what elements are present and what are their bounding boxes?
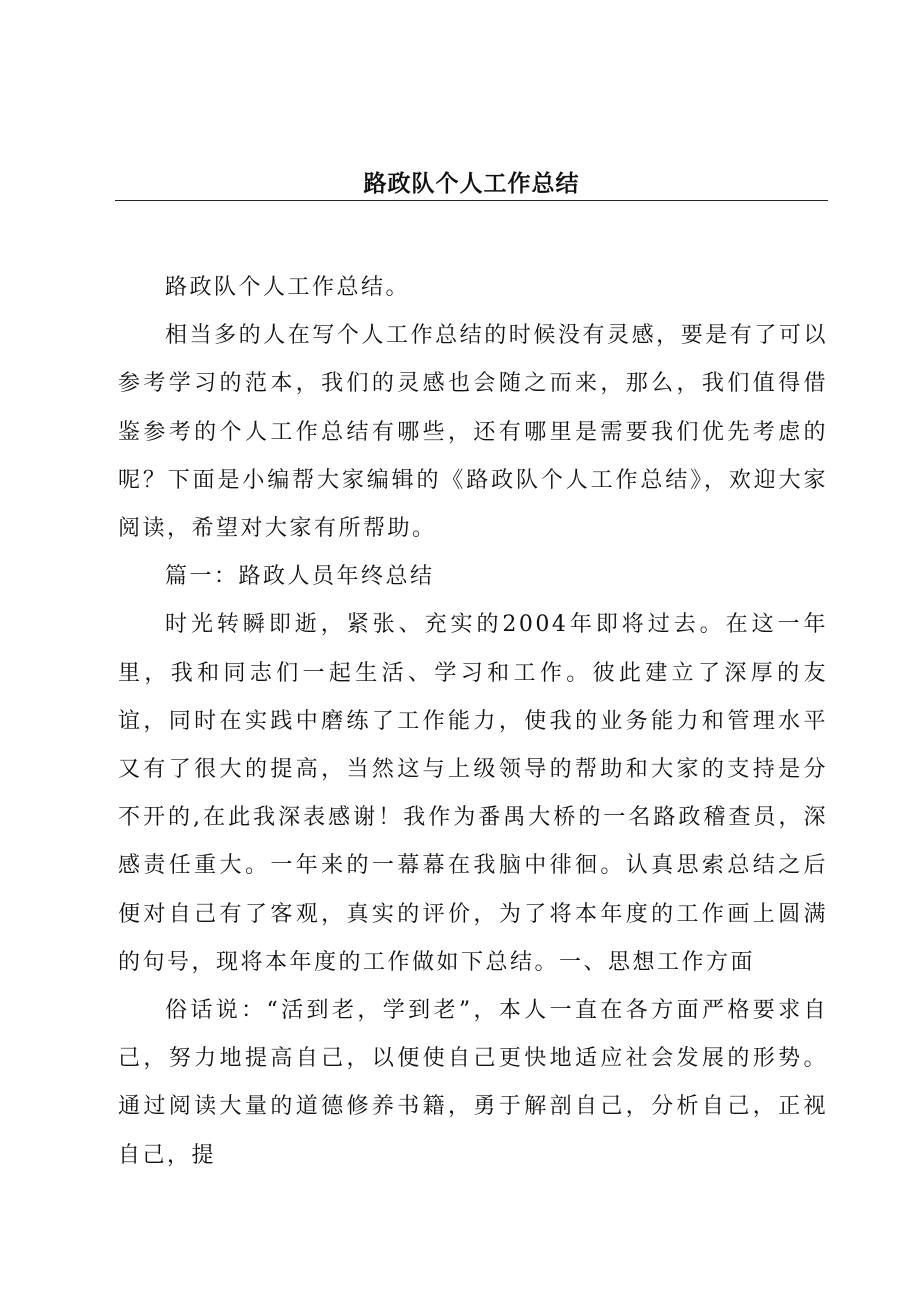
title-underline	[115, 200, 828, 201]
paragraph-summary: 时光转瞬即逝，紧张、充实的2004年即将过去。在这一年里，我和同志们一起生活、学习和工作。彼此建立了深厚的友谊，同时在实践中磨练了工作能力，使我的业务能力和管理水平又有了很大的提高，当然这与上级领导的帮助和大家的支持是分不开的,在此我深表感谢！我作为番禺大桥的一名路政稽查员，深感责任重大。一年来的一幕幕在我脑中徘徊。认真思索总结之后便对自己有了客观，真实的评价，为了将本年度的工作画上圆满的句号，现将本年度的工作做如下总结。一、思想工作方面	[118, 612, 828, 975]
section-heading: 篇一：路政人员年终总结	[165, 564, 435, 590]
paragraph-thinking: 俗话说：“活到老，学到老”，本人一直在各方面严格要求自己，努力地提高自己，以便使自己更快地适应社会发展的形势。通过阅读大量的道德修养书籍，勇于解剖自己，分析自己，正视自己，提	[118, 998, 828, 1168]
paragraph-preface: 相当多的人在写个人工作总结的时候没有灵感，要是有了可以参考学习的范本，我们的灵感也会随之而来，那么，我们值得借鉴参考的个人工作总结有哪些，还有哪里是需要我们优先考虑的呢？下面是小编帮大家编辑的《路政队个人工作总结》，欢迎大家阅读，希望对大家有所帮助。	[118, 323, 828, 542]
paragraph-intro: 路政队个人工作总结。	[165, 275, 411, 300]
document-body	[118, 264, 828, 1180]
document-title: 路政队个人工作总结	[363, 171, 580, 197]
